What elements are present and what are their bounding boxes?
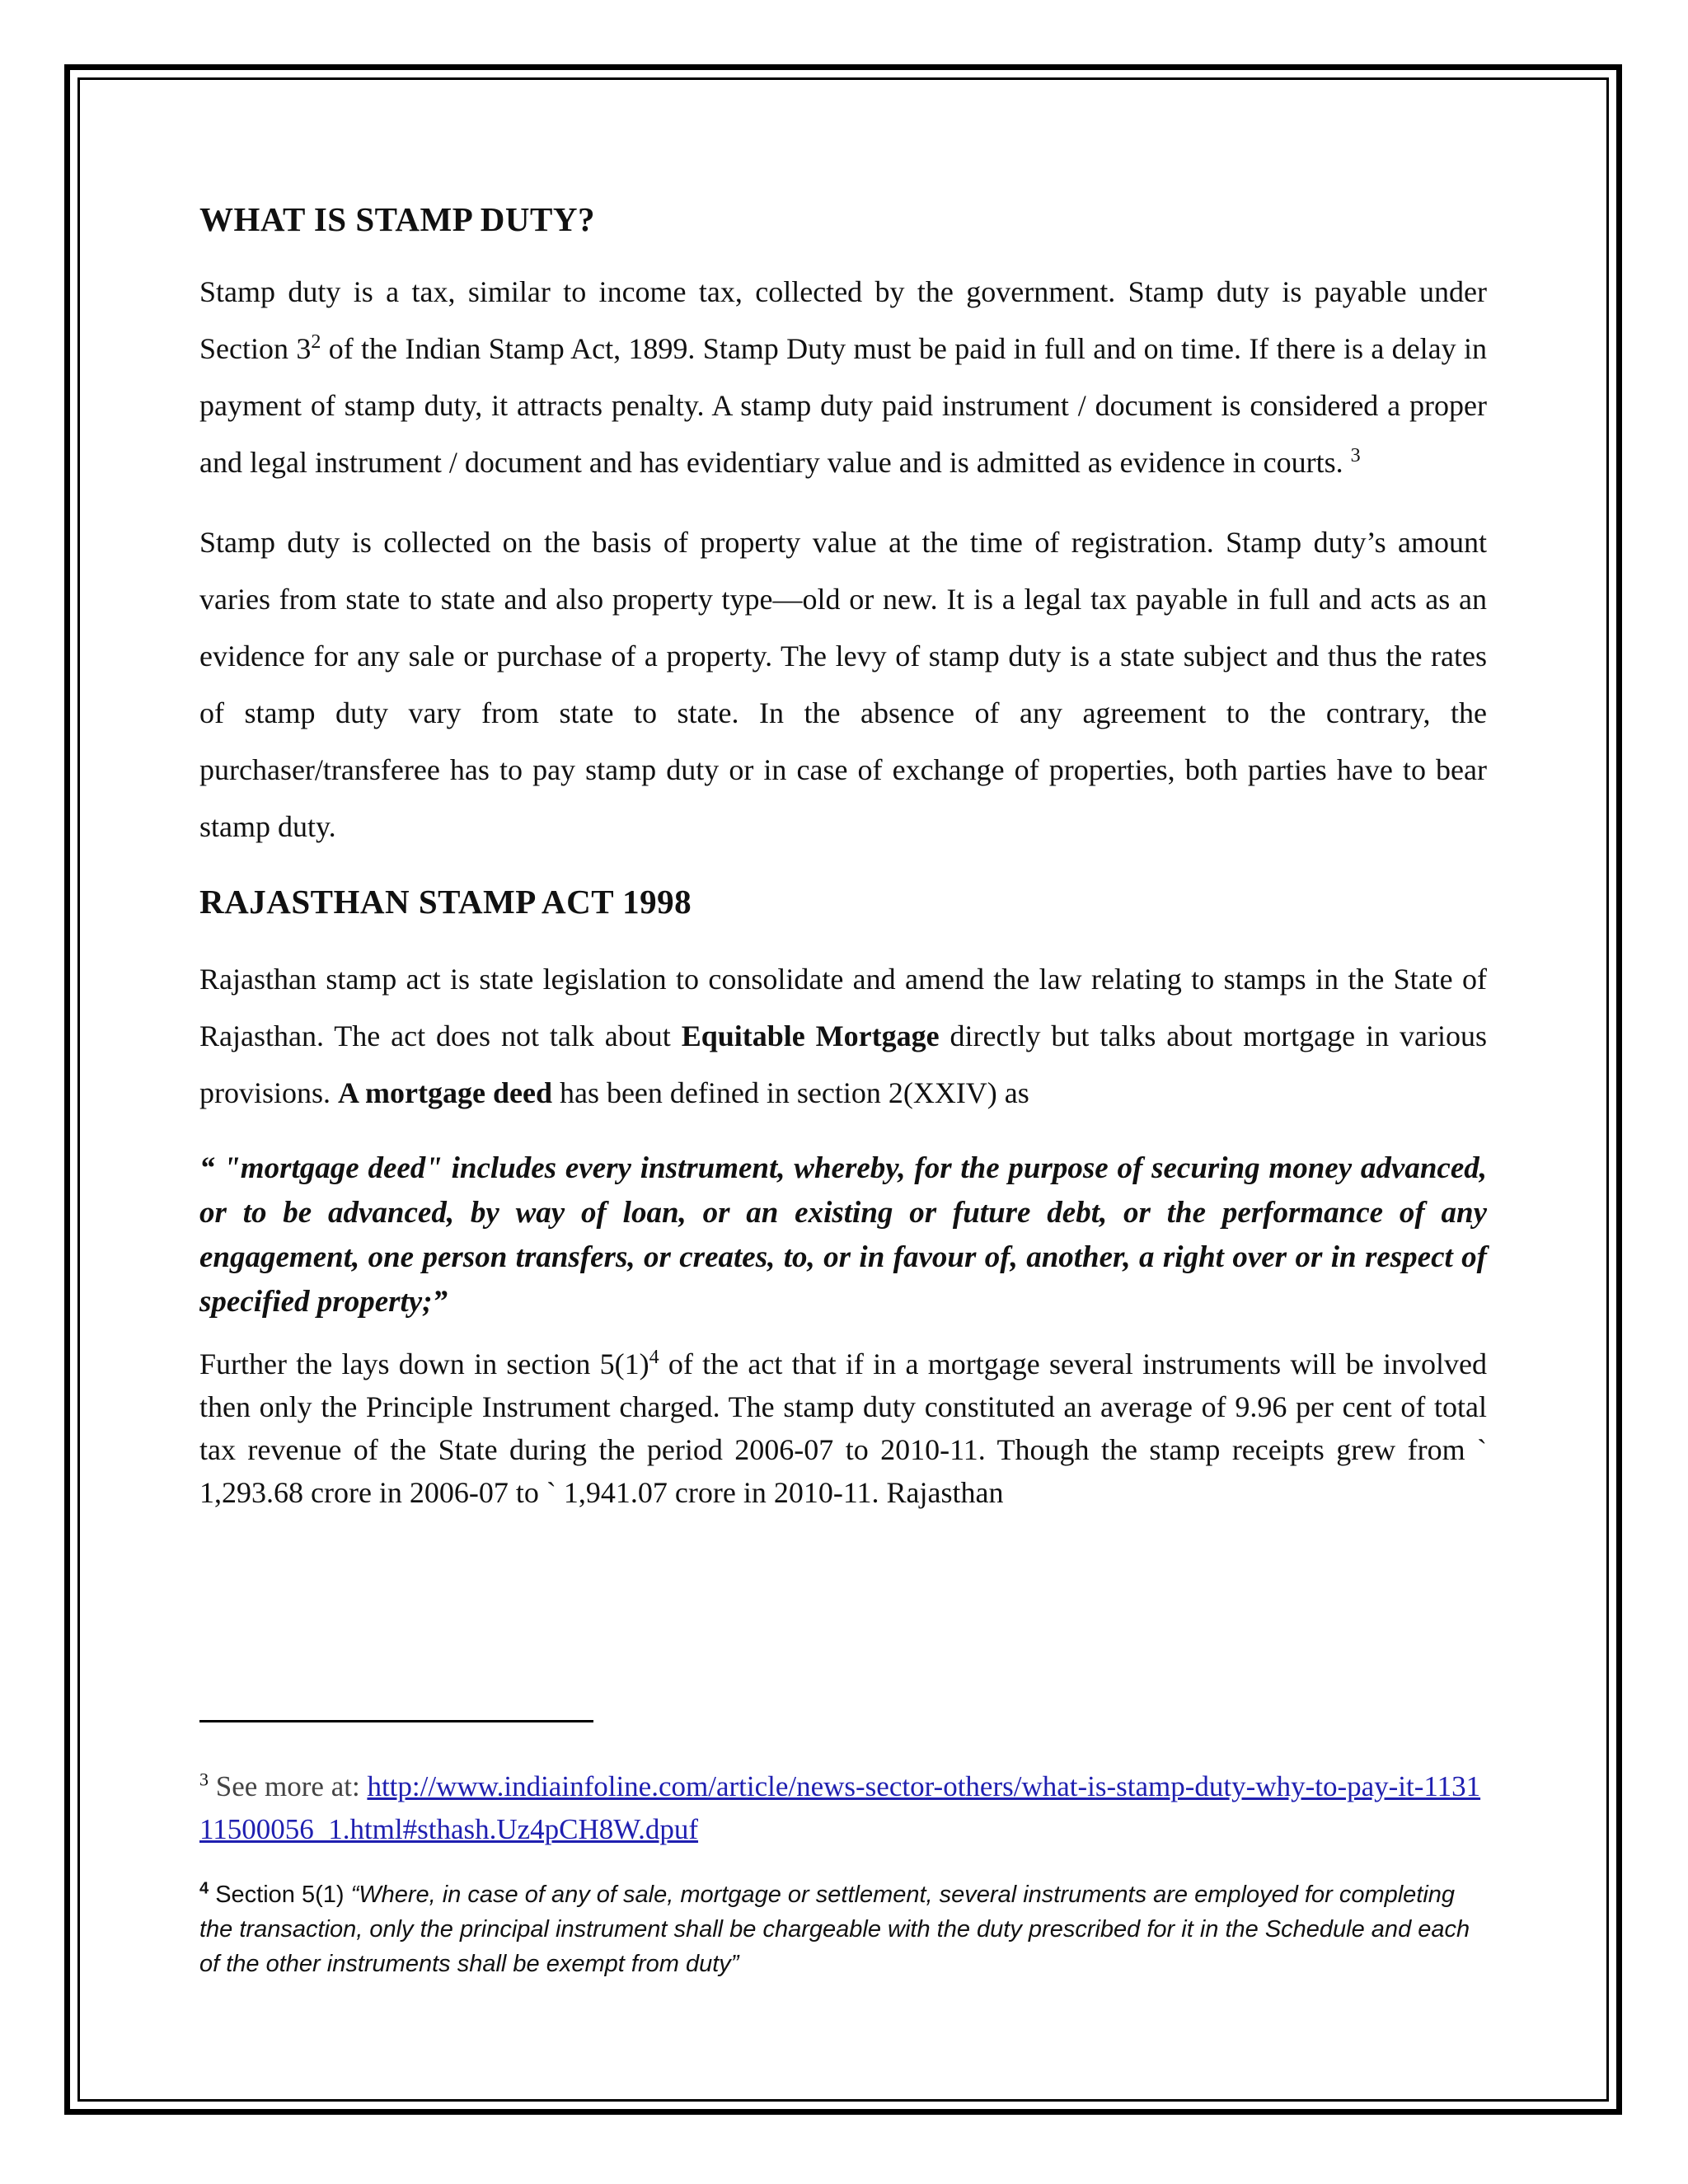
footnote-number: 4: [199, 1879, 209, 1898]
footnote-ref-2: 2: [311, 331, 321, 353]
footnote-quote: “Where, in case of any of sale, mortgage or settlement, several instruments are employed for completing the transaction, only the principal instrument shall be chargeable with the duty prescribed for it in the Schedule and each of the other instruments shall be exempt from duty”: [199, 1882, 1470, 1977]
text-run: Further the lays down in section 5(1): [199, 1347, 649, 1380]
footnote-ref-4: 4: [649, 1347, 659, 1368]
paragraph-stamp-duty-definition: [199, 264, 1487, 491]
paragraph-section-5-1: [199, 1343, 1487, 1514]
heading-rajasthan-stamp-act: RAJASTHAN STAMP ACT 1998: [199, 883, 692, 921]
mortgage-deed-definition-quote: “ "mortgage deed" includes every instrument, whereby, for the purpose of securing money advanced, or to be advanced, by way of loan, or an existing or future debt, or the performance of any engagement, one person transfers, or creates, to, or in favour of, another, a right over or in respect of specified property;”: [199, 1151, 1487, 1319]
heading-what-is-stamp-duty: WHAT IS STAMP DUTY?: [199, 200, 595, 238]
footnote-link[interactable]: http://www.indiainfoline.com/article/news-sector-others/what-is-stamp-duty-why-to-pay-it-113111500056_1.html#sthash.Uz4pCH8W.dpuf: [199, 1770, 1481, 1845]
bold-mortgage-deed: A mortgage deed: [338, 1076, 552, 1109]
paragraph-rajasthan-act-intro: [199, 951, 1487, 1122]
document-body: [199, 198, 1487, 1514]
footnote-label: Section 5(1): [215, 1882, 351, 1908]
bold-equitable-mortgage: Equitable Mortgage: [681, 1019, 940, 1052]
paragraph-stamp-duty-collection: Stamp duty is collected on the basis of property value at the time of registration. Stamp duty’s amount varies from state to state and also property type—old or new. It is a legal tax payable in full and acts as an evidence for any sale or purchase of a property. The levy of stamp duty is a state subject and thus the rates of stamp duty vary from state to state. In the absence of any agreement to the contrary, the purchaser/transferee has to pay stamp duty or in case of exchange of properties, both parties have to bear stamp duty.: [199, 526, 1487, 843]
text-run: Stamp duty is a tax, similar to income tax, collected by the government. Stamp duty is payable under Section 3: [199, 275, 1487, 365]
footnote-3: [199, 1765, 1487, 1851]
footnote-separator: [199, 1720, 593, 1722]
footnote-4: [199, 1877, 1487, 1981]
text-run: Rajasthan stamp act is state legislation to consolidate and amend the law relating to stamps in the State of Rajasthan. The act does not talk about: [199, 963, 1487, 1052]
text-run: of the Indian Stamp Act, 1899. Stamp Duty must be paid in full and on time. If there is a delay in payment of stamp duty, it attracts penalty. A stamp duty paid instrument / document is considered a proper and legal instrument / document and has evidentiary value and is admitted as evidence in courts.: [199, 332, 1487, 479]
text-run: directly but talks about mortgage in various provisions.: [199, 1019, 1487, 1109]
footnote-number: 3: [199, 1769, 209, 1790]
footnote-ref-3: 3: [1350, 445, 1361, 466]
text-run: has been defined in section 2(XXIV) as: [551, 1076, 1029, 1109]
footnote-label: See more at:: [215, 1770, 368, 1802]
text-run: of the act that if in a mortgage several instruments will be involved then only the Principle Instrument charged. The stamp duty constituted an average of 9.96 per cent of total tax revenue of the State during the period 2006-07 to 2010-11. Though the stamp receipts grew from ` 1,293.68 crore in 2006-07 to ` 1,941.07 crore in 2010-11. Rajasthan: [199, 1347, 1487, 1509]
